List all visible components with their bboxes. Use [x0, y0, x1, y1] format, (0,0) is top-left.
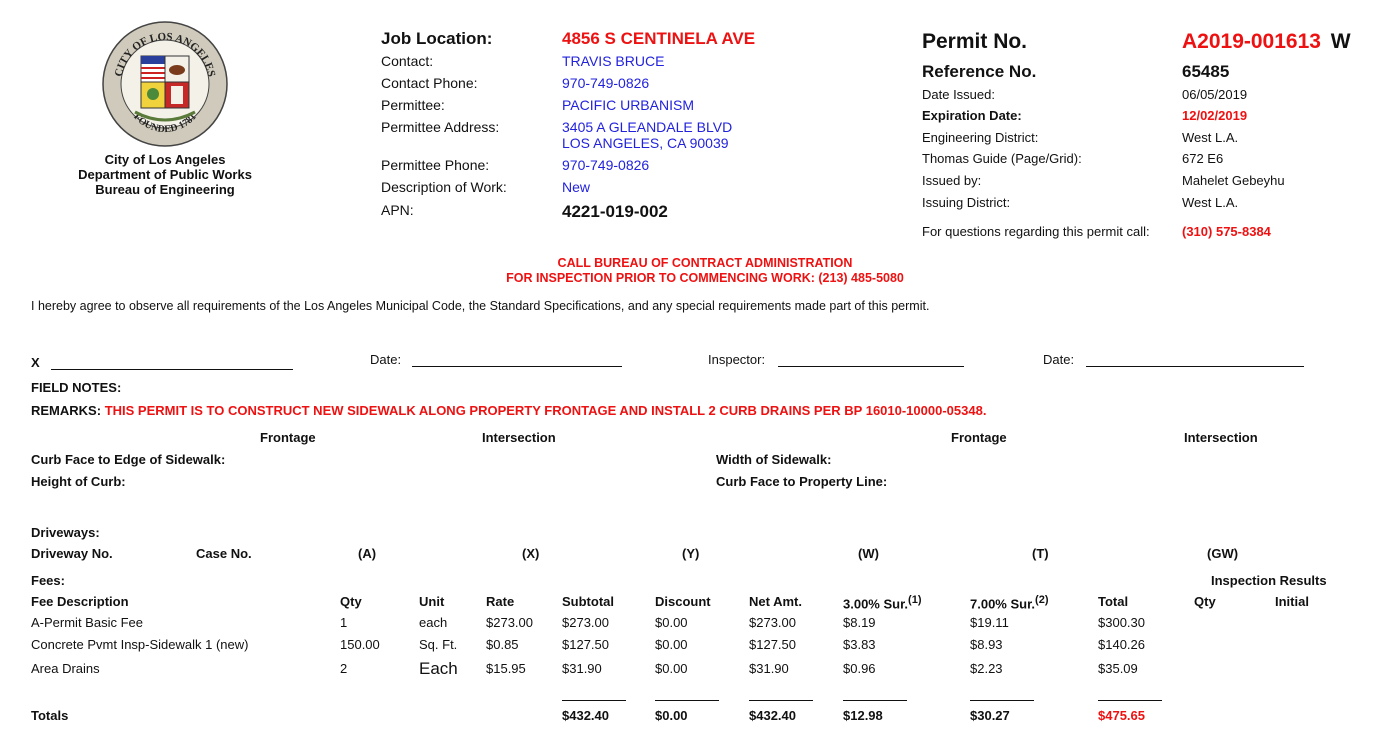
thomas-guide-label: Thomas Guide (Page/Grid):: [922, 151, 1082, 166]
fee-description: A-Permit Basic Fee: [31, 615, 143, 630]
questions-label: For questions regarding this permit call:: [922, 224, 1150, 239]
driveway-col: Case No.: [196, 546, 252, 561]
signature-line[interactable]: [51, 369, 293, 370]
reference-value: 65485: [1182, 62, 1230, 81]
fee-col-qty: Qty: [340, 594, 362, 609]
insp-col-qty: Qty: [1194, 594, 1216, 609]
date-issued-label: Date Issued:: [922, 87, 995, 102]
driveway-col: Driveway No.: [31, 546, 113, 561]
fee-col-rate: Rate: [486, 594, 515, 609]
expiration-label: Expiration Date:: [922, 108, 1022, 123]
reference-label: Reference No.: [922, 62, 1037, 81]
fee-col-sur1-label: 3.00% Sur.: [843, 596, 909, 612]
fee-col-unit: Unit: [419, 594, 445, 609]
driveway-col: (T): [1032, 546, 1049, 561]
fee-unit: Sq. Ft.: [419, 637, 458, 652]
fee-total: $35.09: [1098, 661, 1138, 676]
svg-text:FOUNDED 1781: FOUNDED 1781: [131, 111, 199, 136]
totals-net: $432.40: [749, 708, 796, 723]
totals-sur1: $12.98: [843, 708, 883, 723]
fee-net: $31.90: [749, 661, 789, 676]
permittee-address-line-1: 3405 A GLEANDALE BLVD: [562, 119, 733, 135]
permittee-label: Permittee:: [381, 97, 445, 113]
driveway-col: (A): [358, 546, 377, 561]
description-value: New: [562, 179, 591, 195]
expiration-value: 12/02/2019: [1182, 108, 1248, 123]
date2-label: Date:: [1043, 352, 1075, 367]
inspection-notice: [400, 256, 1010, 286]
sur1-rule: [843, 700, 907, 701]
fee-sur2: $2.23: [970, 661, 1003, 676]
driveway-col: (GW): [1207, 546, 1239, 561]
permittee-phone-value: 970-749-0826: [562, 157, 650, 173]
engineering-district-label: Engineering District:: [922, 130, 1039, 145]
fee-sur1: $0.96: [843, 661, 876, 676]
fee-total: $140.26: [1098, 637, 1145, 652]
date2-line[interactable]: [1086, 366, 1304, 367]
permittee-phone-label: Permittee Phone:: [381, 157, 490, 173]
fee-sur1: $8.19: [843, 615, 876, 630]
totals-label: Totals: [31, 708, 69, 723]
fee-qty: 2: [340, 661, 348, 676]
height-curb-label: Height of Curb:: [31, 474, 126, 489]
fee-sur2: $8.93: [970, 637, 1003, 652]
fee-subtotal: $273.00: [562, 615, 609, 630]
inspector-label: Inspector:: [708, 352, 766, 367]
fee-col-subtotal: Subtotal: [562, 594, 614, 609]
totals-discount: $0.00: [655, 708, 688, 723]
notice-line-2: FOR INSPECTION PRIOR TO COMMENCING WORK: (213) 485-5080: [506, 271, 904, 285]
fee-col-discount: Discount: [655, 594, 711, 609]
total-rule: [1098, 700, 1162, 701]
issuing-district-label: Issuing District:: [922, 195, 1011, 210]
thomas-guide-value: 672 E6: [1182, 151, 1224, 166]
insp-col-initial: Initial: [1275, 594, 1309, 609]
fee-col-sur1: [843, 594, 922, 611]
permit-no: [1182, 30, 1351, 54]
fee-col-total: Total: [1098, 594, 1129, 609]
fee-unit: Each: [419, 659, 458, 678]
agency-name: [40, 152, 290, 197]
issuing-district-value: West L.A.: [1182, 195, 1239, 210]
date-label: Date:: [370, 352, 402, 367]
signature-x: X: [31, 355, 40, 370]
fee-col-net: Net Amt.: [749, 594, 802, 609]
permittee-address-line-2: LOS ANGELES, CA 90039: [562, 135, 729, 151]
subtotal-rule: [562, 700, 626, 701]
svg-text:CITY OF LOS ANGELES: CITY OF LOS ANGELES: [112, 30, 218, 78]
job-location-value: 4856 S CENTINELA AVE: [562, 29, 756, 48]
agency-line-3: Bureau of Engineering: [95, 182, 235, 197]
apn-label: APN:: [381, 202, 414, 218]
fee-sur1: $3.83: [843, 637, 876, 652]
permittee-value: PACIFIC URBANISM: [562, 97, 694, 113]
width-sidewalk-label: Width of Sidewalk:: [716, 452, 832, 467]
agreement-text: I hereby agree to observe all requirements of the Los Angeles Municipal Code, the Standard Specifications, and any special requirements made part of this permit.: [31, 299, 930, 313]
apn-value: 4221-019-002: [562, 202, 668, 221]
driveway-col: (W): [858, 546, 879, 561]
fee-col-sur2-label: 7.00% Sur.: [970, 596, 1036, 612]
frontage-heading-left: Frontage: [260, 430, 316, 445]
fee-subtotal: $127.50: [562, 637, 609, 652]
fee-total: $300.30: [1098, 615, 1145, 630]
totals-total: $475.65: [1098, 708, 1145, 723]
issued-by-label: Issued by:: [922, 173, 982, 188]
remarks-value: THIS PERMIT IS TO CONSTRUCT NEW SIDEWALK ALONG PROPERTY FRONTAGE AND INSTALL 2 CURB DRAINS PER BP 16010-10000-05348.: [104, 403, 987, 418]
permittee-address-label: Permittee Address:: [381, 119, 500, 135]
fee-discount: $0.00: [655, 637, 688, 652]
permit-suffix: W: [1330, 30, 1351, 53]
agency-line-1: City of Los Angeles: [104, 152, 226, 167]
permit-no-label: Permit No.: [922, 30, 1028, 53]
contact-phone-value: 970-749-0826: [562, 75, 650, 91]
discount-rule: [655, 700, 719, 701]
fee-col-description: Fee Description: [31, 594, 129, 609]
fee-col-sur2-note: (2): [1035, 594, 1049, 606]
remarks: [31, 403, 986, 418]
sur2-rule: [970, 700, 1034, 701]
fee-discount: $0.00: [655, 661, 688, 676]
fee-rate: $15.95: [486, 661, 526, 676]
city-seal-logo: [101, 20, 229, 148]
totals-sur2: $30.27: [970, 708, 1010, 723]
date-issued-value: 06/05/2019: [1182, 87, 1248, 102]
fees-label: Fees:: [31, 573, 65, 588]
fee-subtotal: $31.90: [562, 661, 602, 676]
agency-line-2: Department of Public Works: [78, 167, 252, 182]
description-label: Description of Work:: [381, 179, 507, 195]
fee-rate: $273.00: [486, 615, 533, 630]
contact-phone-label: Contact Phone:: [381, 75, 478, 91]
frontage-heading-right: Frontage: [951, 430, 1007, 445]
driveways-label: Driveways:: [31, 525, 100, 540]
fee-rate: $0.85: [486, 637, 519, 652]
inspector-line[interactable]: [778, 366, 964, 367]
totals-subtotal: $432.40: [562, 708, 609, 723]
fee-description: Area Drains: [31, 661, 100, 676]
fee-qty: 150.00: [340, 637, 380, 652]
driveway-col: (X): [522, 546, 540, 561]
notice-line-1: CALL BUREAU OF CONTRACT ADMINISTRATION: [557, 256, 853, 270]
fee-qty: 1: [340, 615, 348, 630]
fee-net: $127.50: [749, 637, 796, 652]
curb-face-label: Curb Face to Edge of Sidewalk:: [31, 452, 226, 467]
issued-by-value: Mahelet Gebeyhu: [1182, 173, 1285, 188]
remarks-label: REMARKS:: [31, 403, 102, 418]
inspection-results-label: Inspection Results: [1211, 573, 1327, 588]
fee-col-sur1-note: (1): [908, 594, 922, 606]
intersection-heading-left: Intersection: [482, 430, 556, 445]
fee-description: Concrete Pvmt Insp-Sidewalk 1 (new): [31, 637, 249, 652]
driveway-col: (Y): [682, 546, 700, 561]
fee-sur2: $19.11: [970, 615, 1009, 630]
questions-phone: (310) 575-8384: [1182, 224, 1271, 239]
job-location-label: Job Location:: [381, 29, 493, 48]
fee-net: $273.00: [749, 615, 796, 630]
net-rule: [749, 700, 813, 701]
curb-property-label: Curb Face to Property Line:: [716, 474, 888, 489]
contact-value: TRAVIS BRUCE: [562, 53, 665, 69]
engineering-district-value: West L.A.: [1182, 130, 1239, 145]
permit-no-value: A2019-001613: [1182, 30, 1321, 53]
field-notes-label: FIELD NOTES:: [31, 380, 122, 395]
intersection-heading-right: Intersection: [1184, 430, 1258, 445]
date-line[interactable]: [412, 366, 622, 367]
fee-col-sur2: [970, 594, 1049, 611]
contact-label: Contact:: [381, 53, 434, 69]
fee-unit: each: [419, 615, 448, 630]
fee-discount: $0.00: [655, 615, 688, 630]
